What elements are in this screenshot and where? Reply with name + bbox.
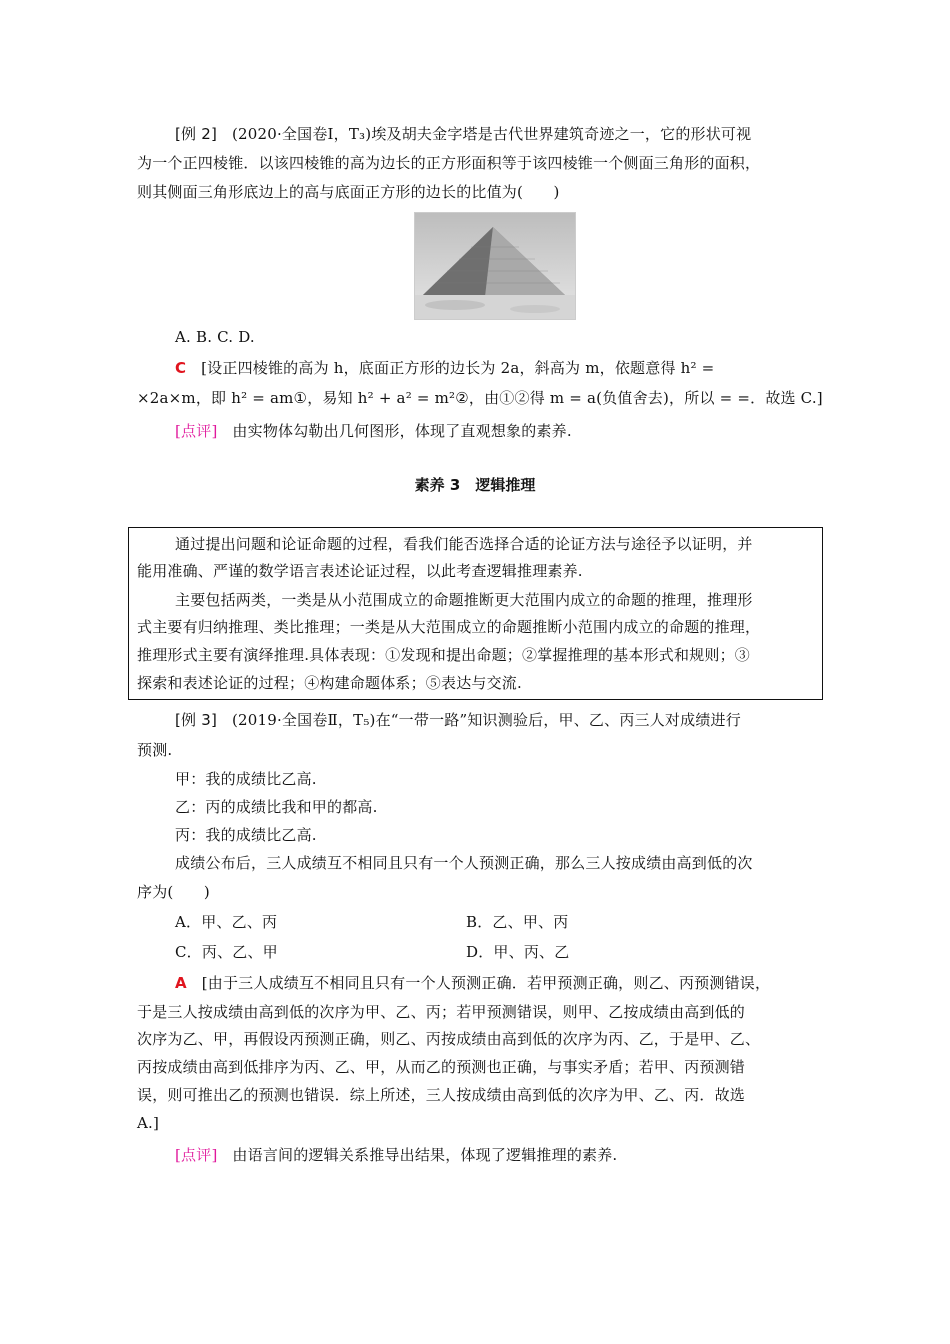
ex3-line1 — [175, 710, 820, 730]
ex2-solution-1 — [175, 358, 820, 378]
box-p2a: 主要包括两类，一类是从小范围成立的命题推断更大范围内成立的命题的推理，推理形 — [175, 591, 753, 609]
ex3-option-b: B．乙、甲、丙 — [466, 913, 569, 931]
ex3-solution-1 — [175, 973, 820, 993]
ex2-question-2: 为一个正四棱锥．以该四棱锥的高为边长的正方形面积等于该四棱锥一个侧面三角形的面积， — [137, 154, 761, 172]
ex2-comment-tag: [点评] — [175, 422, 218, 440]
box-p1a: 通过提出问题和论证命题的过程，看我们能否选择合适的论证方法与途径予以证明，并 — [175, 535, 753, 553]
ex2-tag: [例 2] — [175, 125, 218, 143]
ex3-comment-text: 由语言间的逻辑关系推导出结果，体现了逻辑推理的素养. — [232, 1146, 618, 1164]
ex3-solution-4: 丙按成绩由高到低排序为丙、乙、甲，从而乙的预测也正确，与事实矛盾；若甲、丙预测错 — [137, 1058, 746, 1076]
ex2-comment-text: 由实物体勾勒出几何图形，体现了直观想象的素养. — [232, 422, 572, 440]
ex3-comment-tag: [点评] — [175, 1146, 218, 1164]
section-description-box — [128, 527, 823, 700]
ex3-solution-3: 次序为乙、甲，再假设丙预测正确，则乙、丙按成绩由高到低的次序为丙、乙，于是甲、乙、 — [137, 1030, 761, 1048]
ex3-comment — [175, 1145, 820, 1165]
ex3-statement-yi: 乙：丙的成绩比我和甲的都高. — [175, 798, 378, 816]
ex2-answer: C — [175, 359, 187, 377]
ex2-options: A. B. C. D. — [175, 328, 255, 346]
ex3-statement-jia: 甲：我的成绩比乙高. — [175, 770, 317, 788]
pyramid-photo — [414, 212, 576, 320]
ex2-question-1: (2020·全国卷Ⅰ，T₃)埃及胡夫金字塔是古代世界建筑奇迹之一，它的形状可视 — [231, 125, 752, 143]
box-p1b: 能用准确、严谨的数学语言表述论证过程，以此考查逻辑推理素养. — [137, 562, 583, 580]
ex3-solution-5: 误，则可推出乙的预测也错误．综上所述，三人按成绩由高到低的次序为甲、乙、丙．故选 — [137, 1086, 746, 1104]
ex3-answer: A — [175, 974, 187, 992]
ex2-line1 — [175, 124, 820, 144]
ex2-comment — [175, 421, 820, 441]
box-p2b: 式主要有归纳推理、类比推理；一类是从大范围成立的命题推断小范围内成立的命题的推理， — [137, 618, 761, 636]
ex2-question-3: 则其侧面三角形底边上的高与底面正方形的边长的比值为( ) — [137, 183, 560, 201]
ex3-option-c: C．丙、乙、甲 — [175, 943, 278, 961]
ex3-statement-bing: 丙：我的成绩比乙高. — [175, 826, 317, 844]
ex3-solution-2: 于是三人按成绩由高到低的次序为甲、乙、丙；若甲预测错误，则甲、乙按成绩由高到低的 — [137, 1003, 746, 1021]
ex3-sol-text-1: [由于三人成绩互不相同且只有一个人预测正确．若甲预测正确，则乙、丙预测错误， — [201, 974, 771, 992]
ex3-tag: [例 3] — [175, 711, 218, 729]
ex3-option-a: A．甲、乙、丙 — [175, 913, 278, 931]
section-title: 素养 3 逻辑推理 — [414, 476, 536, 494]
ex3-question-2: 预测. — [137, 741, 173, 759]
box-p2c: 推理形式主要有演绎推理.具体表现：①发现和提出命题；②掌握推理的基本形式和规则；③ — [137, 646, 750, 664]
box-p2d: 探索和表述论证的过程；④构建命题体系；⑤表达与交流. — [137, 674, 522, 692]
ex3-option-d: D．甲、丙、乙 — [466, 943, 570, 961]
ex2-solution-2: ×2a×m，即 h² = am①，易知 h² + a² = m²②，由①②得 m = a(负值舍去)，所以 = =．故选 C.] — [137, 389, 823, 407]
ex2-sol-text-1: [设正四棱锥的高为 h，底面正方形的边长为 2a，斜高为 m，依题意得 h² = — [201, 359, 715, 377]
ex3-solution-6: A.] — [137, 1114, 160, 1132]
ex3-question-4: 序为( ) — [137, 883, 210, 901]
ex3-question-1: (2019·全国卷Ⅱ，T₅)在“一带一路”知识测验后，甲、乙、丙三人对成绩进行 — [231, 711, 741, 729]
ex3-question-3: 成绩公布后，三人成绩互不相同且只有一个人预测正确，那么三人按成绩由高到低的次 — [175, 854, 753, 872]
